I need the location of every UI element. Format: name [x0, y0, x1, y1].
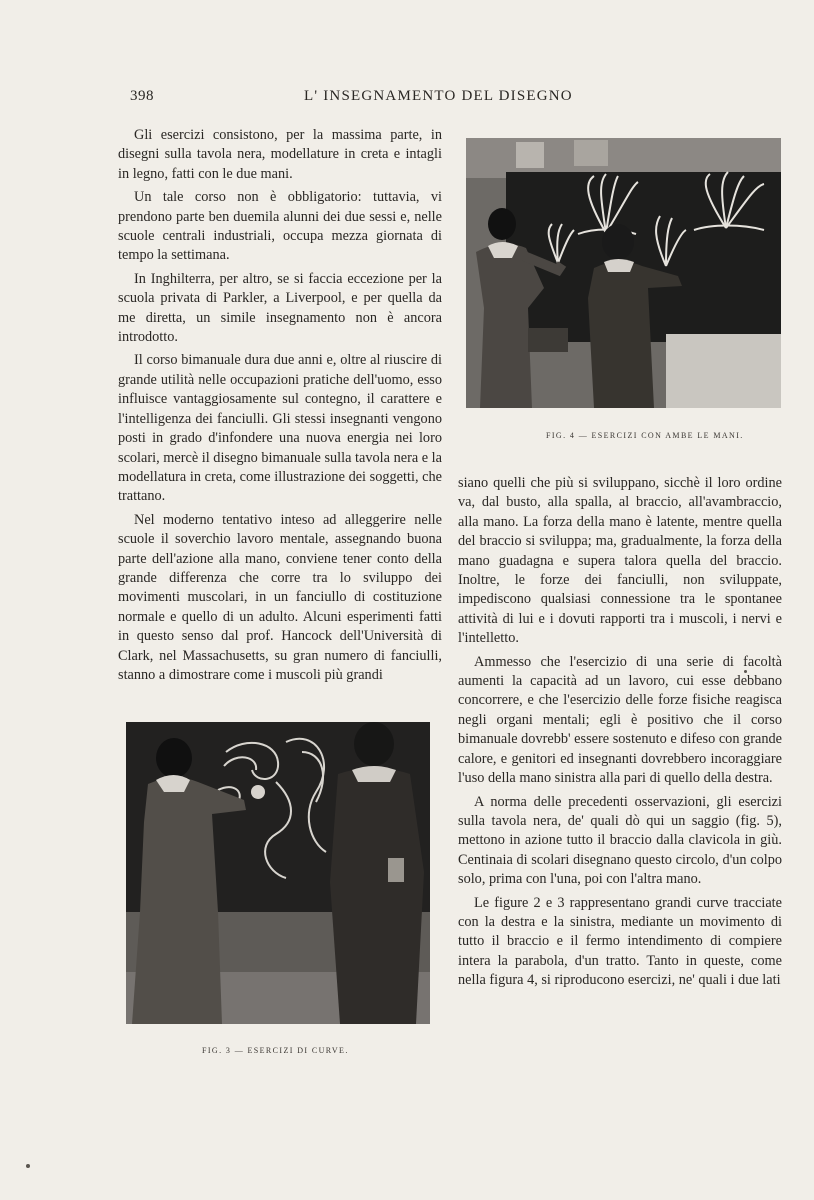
paragraph: Il corso bimanuale dura due anni e, oltre al riuscire di grande utilità nelle occupazioni pratiche dell'uomo, esso influisce vantaggiosamente sul contegno, il carattere e l'intelligenza dei fanciulli. Gli stessi insegnanti vengono posti in grado d'infondere una nuova energia nei loro scolari, mercè il disegno bimanuale sulla tavola nera e la modellatura in creta, come illustrazione dei soggetti, che trattano.	[118, 352, 442, 505]
figure-3-caption: FIG. 3 — ESERCIZI DI CURVE.	[202, 1046, 349, 1055]
paragraph: Ammesso che l'esercizio di una serie di facoltà aumenti la capacità ad un lavoro, cui esse debbano concorrere, e che l'esercizio delle forze fisiche reagisca negli organi mentali; egli è positivo che il corso bimanuale dovrebb' essere sostenuto e difeso con grande calore, e genitori ed insegnanti dovrebbero incoraggiare l'uso della mano sinistra alla pari di quello della destra.	[458, 653, 782, 787]
paper-speck	[744, 670, 747, 673]
figure-4-photo	[466, 138, 781, 408]
paragraph: In Inghilterra, per altro, se si faccia eccezione per la scuola privata di Parkler, a Liverpool, e per quella da me diretta, un simile insegnamento non è ancora introdotto.	[118, 270, 442, 346]
figure-3-photo	[126, 722, 430, 1024]
page-number: 398	[130, 88, 154, 104]
paragraph: Le figure 2 e 3 rappresentano grandi curve tracciate con la destra e la sinistra, mediante un movimento di tutto il braccio e il fermo intendimento di compiere intera la parabola, d'un tratto. Tanto in queste, come nella figura 4, si riproducono esercizi, ne' quali i due lati	[458, 894, 782, 989]
paragraph: Gli esercizi consistono, per la massima parte, in disegni sulla tavola nera, modellature in creta e intagli in legno, fatti con le due mani.	[118, 127, 442, 182]
paper-speck	[26, 1164, 30, 1168]
figure-4-caption: FIG. 4 — ESERCIZI CON AMBE LE MANI.	[546, 431, 744, 440]
running-title: L' INSEGNAMENTO DEL DISEGNO	[304, 88, 573, 104]
paragraph: Un tale corso non è obbligatorio: tuttavia, vi prendono parte ben duemila alunni dei due sessi e, nelle scuole centrali industriali, occupa mezza giornata di tempo la settimana.	[118, 189, 442, 264]
paragraph: siano quelli che più si sviluppano, sicchè il loro ordine va, dal busto, alla spalla, al braccio, all'avambraccio, alla mano. La forza della mano è latente, mentre quella del braccio si sviluppa; ma, gradualmente, la forza della mano guadagna e supera talora quella del braccio. Inoltre, le forze dei fanciulli, non sviluppate, impediscono qualsiasi connessione tra le spontanee attività di lui e i dovuti rapporti tra i muscoli, i nervi e l'intelletto.	[458, 475, 782, 647]
right-column-text	[458, 474, 782, 991]
figure-4-illustration	[466, 138, 781, 408]
figure-3-illustration	[126, 722, 430, 1024]
paragraph: A norma delle precedenti osservazioni, gli esercizi sulla tavola nera, de' quali dò qui un saggio (fig. 5), mettono in azione tutto il braccio dalla clavicola in giù. Centinaia di scolari disegnano questo circolo, d'un colpo solo, prima con l'una, poi con l'altra mano.	[458, 793, 782, 888]
left-column-text	[118, 126, 442, 685]
paragraph: Nel moderno tentativo inteso ad alleggerire nelle scuole il soverchio lavoro mentale, assegnando buona parte dell'azione alla mano, conviene tener conto della grande differenza che corre tra lo sviluppo dei movimenti muscolari, in un fanciullo di costituzione normale e quello di un adulto. Alcuni esperimenti fatti in questo senso dal prof. Hancock dell'Università di Clark, nel Massachusetts, su gran numero di fanciulli, stanno a dimostrare come i muscoli più grandi	[118, 511, 442, 683]
